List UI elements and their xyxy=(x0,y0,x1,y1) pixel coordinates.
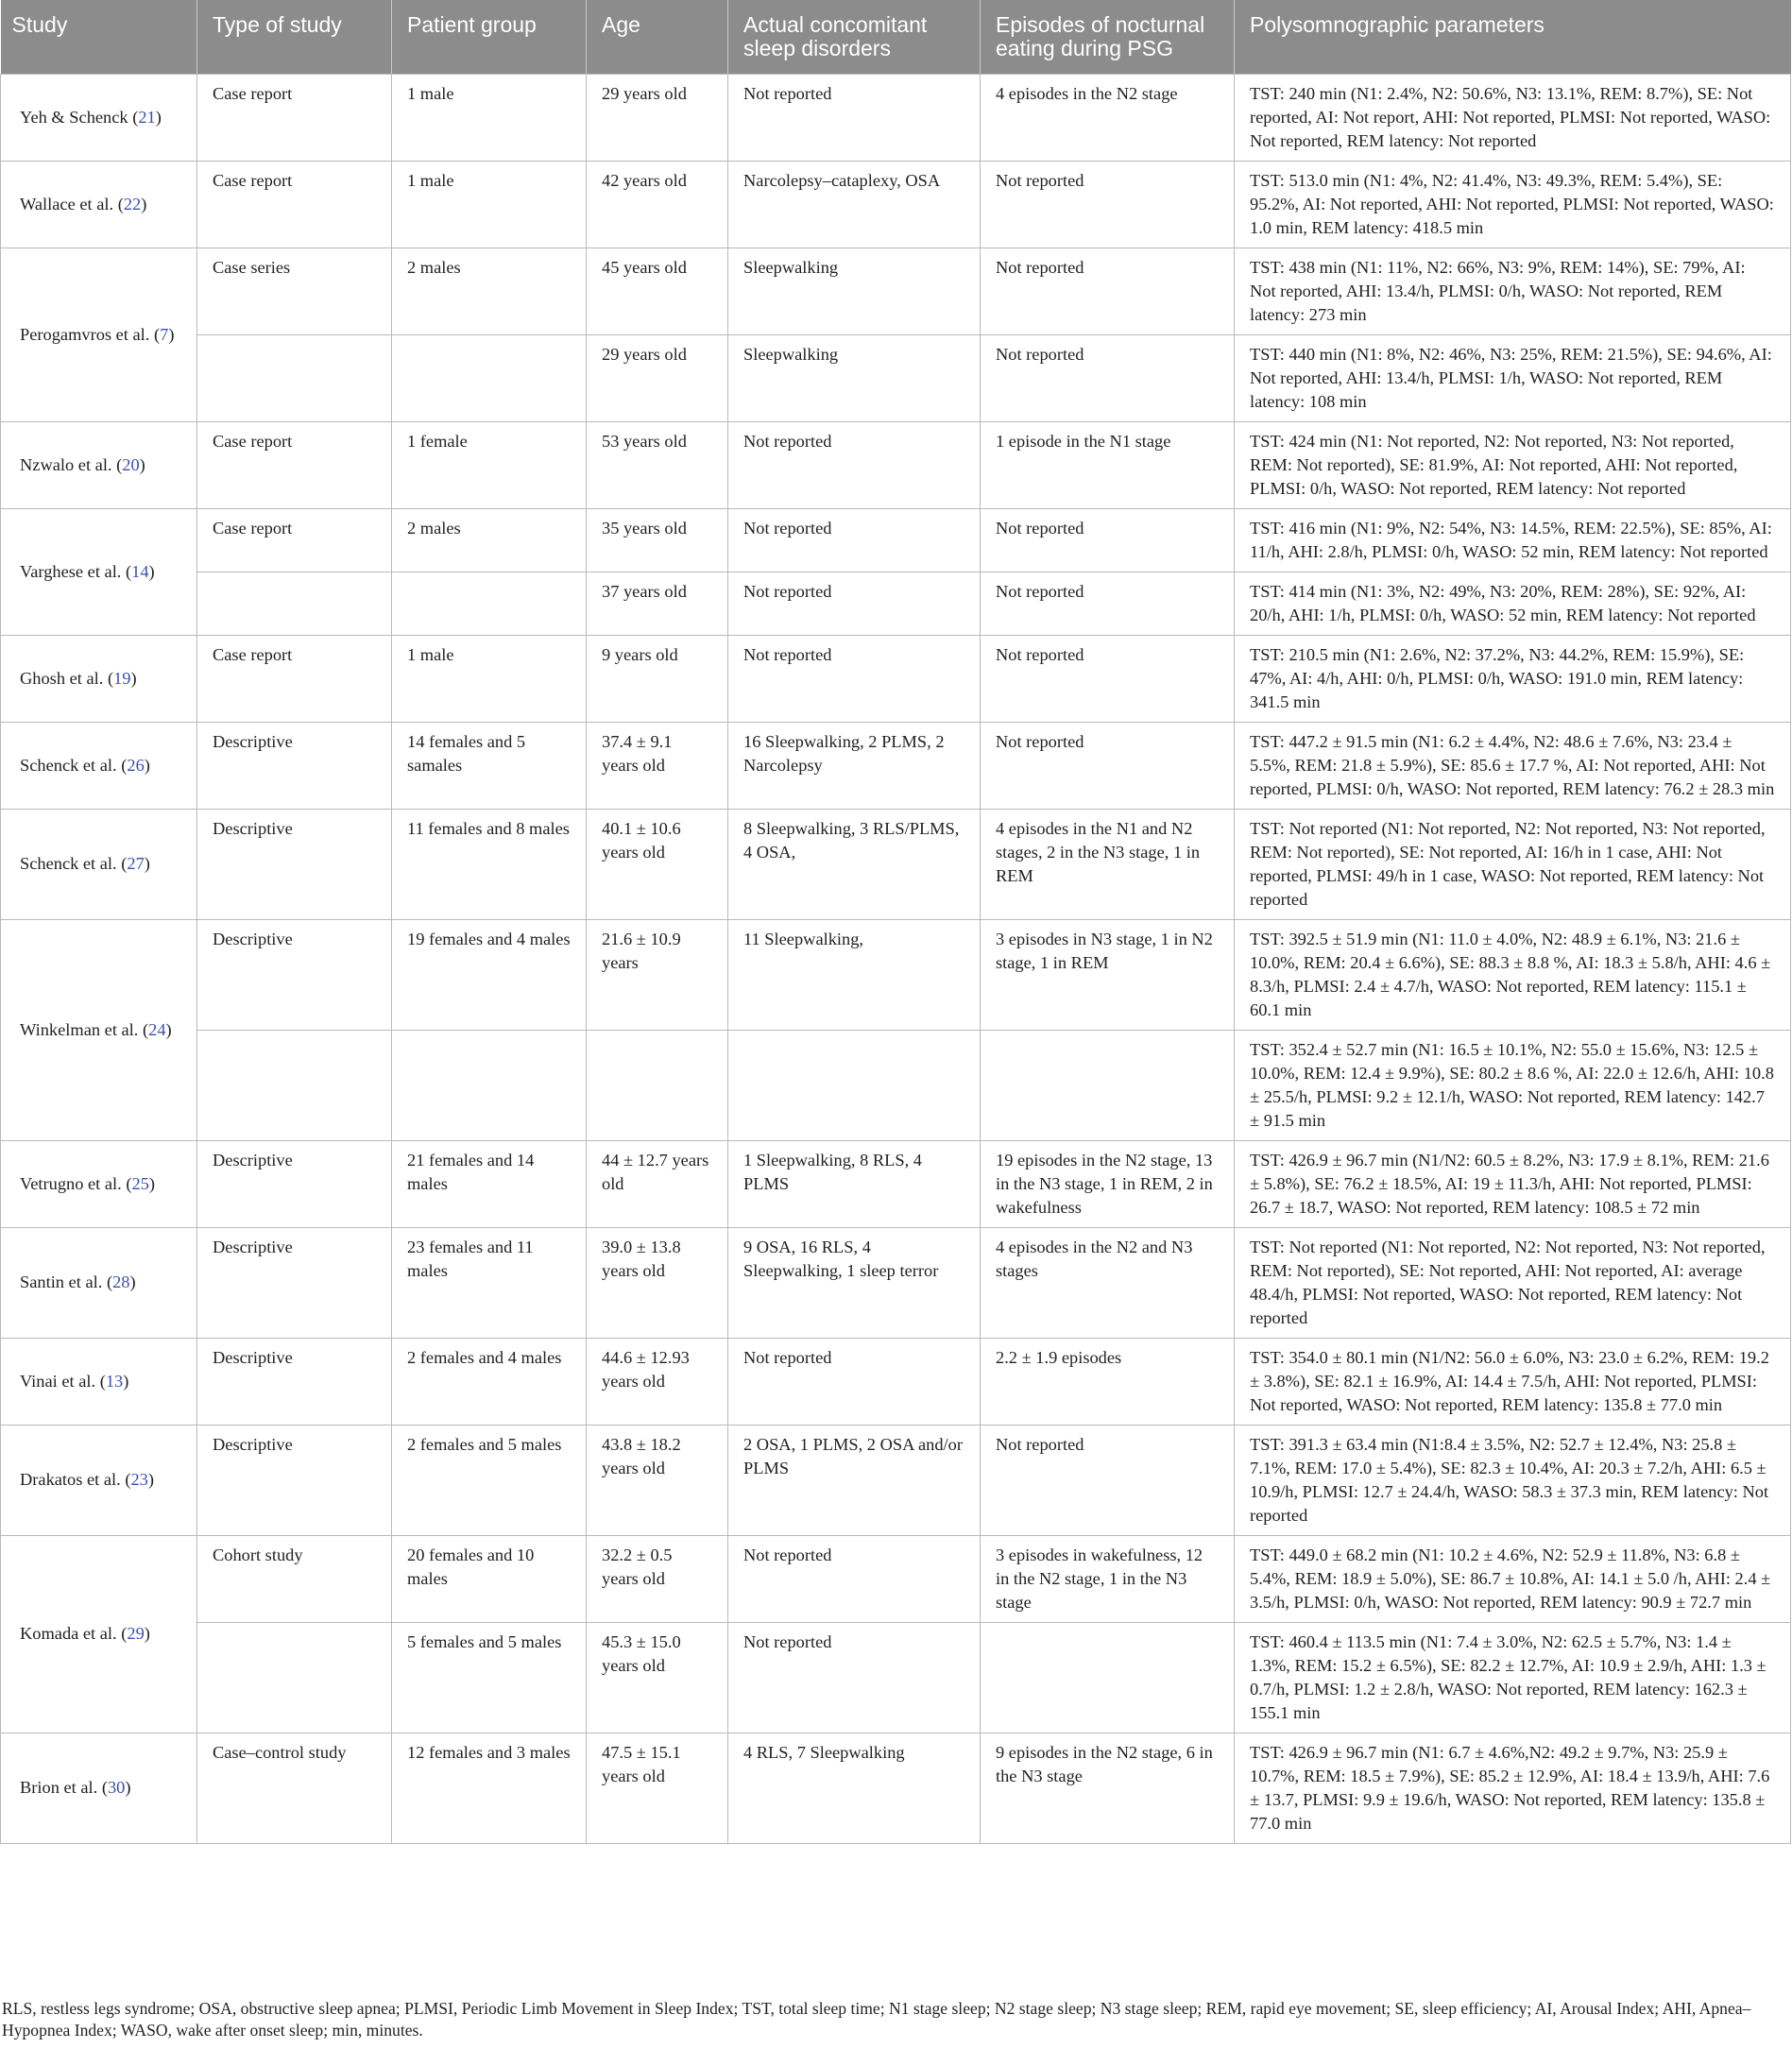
type-cell xyxy=(197,1030,392,1140)
disorders-cell: Not reported xyxy=(728,1535,981,1622)
study-cell: Vinai et al. (13) xyxy=(1,1338,197,1425)
reference-link[interactable]: 27 xyxy=(127,854,145,873)
disorders-cell xyxy=(728,1030,981,1140)
group-cell: 1 male xyxy=(392,635,587,722)
episodes-cell: 4 episodes in the N1 and N2 stages, 2 in the N3 stage, 1 in REM xyxy=(981,809,1235,919)
reference-link[interactable]: 7 xyxy=(160,324,169,344)
group-cell: 20 females and 10 males xyxy=(392,1535,587,1622)
header-patient-group: Patient group xyxy=(392,0,587,74)
type-cell: Descriptive xyxy=(197,1140,392,1227)
type-cell: Case report xyxy=(197,161,392,248)
reference-link[interactable]: 26 xyxy=(127,755,145,775)
age-cell: 21.6 ± 10.9 years xyxy=(587,919,728,1030)
reference-link[interactable]: 24 xyxy=(148,1019,166,1039)
disorders-cell: Not reported xyxy=(728,635,981,722)
table-row xyxy=(1,1140,1791,1227)
age-cell: 32.2 ± 0.5 years old xyxy=(587,1535,728,1622)
psg-cell: TST: Not reported (N1: Not reported, N2: Not reported, N3: Not reported, REM: Not reported), SE: Not reported, AHI: Not reported, AI: average 48.4/h, PLMSI: Not reported, WASO: Not reported, REM latency: Not reported xyxy=(1235,1227,1791,1338)
disorders-cell: 1 Sleepwalking, 8 RLS, 4 PLMS xyxy=(728,1140,981,1227)
type-cell: Descriptive xyxy=(197,809,392,919)
study-name: Santin et al. xyxy=(20,1272,103,1291)
table-row xyxy=(1,572,1791,635)
study-name: Yeh & Schenck xyxy=(20,107,128,127)
study-cell: Varghese et al. (14) xyxy=(1,508,197,635)
group-cell: 2 females and 4 males xyxy=(392,1338,587,1425)
study-cell: Nzwalo et al. (20) xyxy=(1,421,197,508)
group-cell xyxy=(392,572,587,635)
psg-cell: TST: 424 min (N1: Not reported, N2: Not reported, N3: Not reported, REM: Not reported), SE: 81.9%, AI: Not reported, AHI: Not reported, PLMSI: 0/h, WASO: Not reported, REM latency: Not reported xyxy=(1235,421,1791,508)
episodes-cell: 3 episodes in wakefulness, 12 in the N2 stage, 1 in the N3 stage xyxy=(981,1535,1235,1622)
type-cell xyxy=(197,572,392,635)
age-cell: 40.1 ± 10.6 years old xyxy=(587,809,728,919)
study-name: Vetrugno et al. xyxy=(20,1173,122,1193)
study-cell: Winkelman et al. (24) xyxy=(1,919,197,1140)
study-name: Brion et al. xyxy=(20,1778,98,1797)
type-cell: Case report xyxy=(197,421,392,508)
study-cell: Wallace et al. (22) xyxy=(1,161,197,248)
episodes-cell: Not reported xyxy=(981,635,1235,722)
group-cell: 2 males xyxy=(392,248,587,334)
disorders-cell: 16 Sleepwalking, 2 PLMS, 2 Narcolepsy xyxy=(728,722,981,809)
psg-cell: TST: 426.9 ± 96.7 min (N1/N2: 60.5 ± 8.2%, N3: 17.9 ± 8.1%, REM: 21.6 ± 5.8%), SE: 76.2 ± 18.5%, AI: 19 ± 11.3/h, AHI: Not reported, PLMSI: 26.7 ± 18.7, WASO: Not reported, REM latency: 108.5 ± 72 min xyxy=(1235,1140,1791,1227)
episodes-cell: 4 episodes in the N2 and N3 stages xyxy=(981,1227,1235,1338)
group-cell: 5 females and 5 males xyxy=(392,1622,587,1733)
header-episodes: Episodes of nocturnal eating during PSG xyxy=(981,0,1235,74)
study-cell: Vetrugno et al. (25) xyxy=(1,1140,197,1227)
study-name: Schenck et al. xyxy=(20,854,117,873)
type-cell xyxy=(197,1622,392,1733)
table-row xyxy=(1,1733,1791,1843)
table-row xyxy=(1,421,1791,508)
age-cell: 53 years old xyxy=(587,421,728,508)
age-cell: 37 years old xyxy=(587,572,728,635)
reference-link[interactable]: 22 xyxy=(123,194,142,213)
disorders-cell: 11 Sleepwalking, xyxy=(728,919,981,1030)
type-cell: Descriptive xyxy=(197,919,392,1030)
disorders-cell: 4 RLS, 7 Sleepwalking xyxy=(728,1733,981,1843)
episodes-cell: Not reported xyxy=(981,161,1235,248)
study-name: Schenck et al. xyxy=(20,755,117,775)
disorders-cell: 2 OSA, 1 PLMS, 2 OSA and/or PLMS xyxy=(728,1425,981,1535)
header-study: Study xyxy=(1,0,197,74)
psg-cell: TST: Not reported (N1: Not reported, N2: Not reported, N3: Not reported, REM: Not reported), SE: Not reported, AI: 16/h in 1 case, AHI: Not reported, PLMSI: 49/h in 1 case, WASO: Not reported, REM latency: Not reported xyxy=(1235,809,1791,919)
psg-cell: TST: 391.3 ± 63.4 min (N1:8.4 ± 3.5%, N2: 52.7 ± 12.4%, N3: 25.8 ± 7.1%, REM: 17.0 ± 5.4%), SE: 82.3 ± 10.4%, AI: 20.3 ± 7.2/h, AHI: 6.5 ± 10.9/h, PLMSI: 12.7 ± 24.4/h, WASO: 58.3 ± 37.3 min, REM latency: Not reported xyxy=(1235,1425,1791,1535)
reference-link[interactable]: 21 xyxy=(138,107,156,127)
psg-cell: TST: 240 min (N1: 2.4%, N2: 50.6%, N3: 13.1%, REM: 8.7%), SE: Not reported, AI: Not report, AHI: Not reported, PLMSI: Not reported, WASO: Not reported, REM latency: Not reported xyxy=(1235,74,1791,161)
psg-cell: TST: 449.0 ± 68.2 min (N1: 10.2 ± 4.6%, N2: 52.9 ± 11.8%, N3: 6.8 ± 5.4%, REM: 18.9 ± 5.0%), SE: 86.7 ± 10.8%, AI: 14.1 ± 5.0 /h, AHI: 2.4 ± 3.5/h, PLMSI: 0/h, WASO: Not reported, REM latency: 90.9 ± 72.7 min xyxy=(1235,1535,1791,1622)
episodes-cell: Not reported xyxy=(981,248,1235,334)
age-cell xyxy=(587,1030,728,1140)
psg-cell: TST: 414 min (N1: 3%, N2: 49%, N3: 20%, REM: 28%), SE: 92%, AI: 20/h, AHI: 1/h, PLMSI: 0/h, WASO: 52 min, REM latency: Not reported xyxy=(1235,572,1791,635)
study-name: Ghosh et al. xyxy=(20,668,104,688)
type-cell: Case series xyxy=(197,248,392,334)
age-cell: 47.5 ± 15.1 years old xyxy=(587,1733,728,1843)
table-header-row xyxy=(1,0,1791,74)
study-cell: Komada et al. (29) xyxy=(1,1535,197,1733)
table-footnote: RLS, restless legs syndrome; OSA, obstructive sleep apnea; PLMSI, Periodic Limb Movement in Sleep Index; TST, total sleep time; N1 stage sleep; N2 stage sleep; N3 stage sleep; REM, rapid eye movement; SE, sleep efficiency; AI, Arousal Index; AHI, Apnea–Hypopnea Index; WASO, wake after onset sleep; min, minutes. xyxy=(2,1999,1751,2040)
psg-cell: TST: 210.5 min (N1: 2.6%, N2: 37.2%, N3: 44.2%, REM: 15.9%), SE: 47%, AI: 4/h, AHI: 0/h, PLMSI: 0/h, WASO: 191.0 min, REM latency: 341.5 min xyxy=(1235,635,1791,722)
age-cell: 45 years old xyxy=(587,248,728,334)
disorders-cell: Not reported xyxy=(728,572,981,635)
psg-cell: TST: 438 min (N1: 11%, N2: 66%, N3: 9%, REM: 14%), SE: 79%, AI: Not reported, AHI: 13.4/h, PLMSI: 0/h, WASO: Not reported, REM latency: 273 min xyxy=(1235,248,1791,334)
episodes-cell: Not reported xyxy=(981,572,1235,635)
disorders-cell: Sleepwalking xyxy=(728,334,981,421)
reference-link[interactable]: 29 xyxy=(127,1624,145,1643)
age-cell: 44.6 ± 12.93 years old xyxy=(587,1338,728,1425)
age-cell: 43.8 ± 18.2 years old xyxy=(587,1425,728,1535)
disorders-cell: Not reported xyxy=(728,508,981,572)
type-cell: Descriptive xyxy=(197,722,392,809)
header-disorders: Actual concomitant sleep disorders xyxy=(728,0,981,74)
table-row xyxy=(1,508,1791,572)
episodes-cell: 19 episodes in the N2 stage, 13 in the N3 stage, 1 in REM, 2 in wakefulness xyxy=(981,1140,1235,1227)
age-cell: 44 ± 12.7 years old xyxy=(587,1140,728,1227)
group-cell: 1 male xyxy=(392,161,587,248)
study-name: Perogamvros et al. xyxy=(20,324,150,344)
table-row xyxy=(1,1622,1791,1733)
psg-cell: TST: 416 min (N1: 9%, N2: 54%, N3: 14.5%, REM: 22.5%), SE: 85%, AI: 11/h, AHI: 2.8/h, PLMSI: 0/h, WASO: 52 min, REM latency: Not reported xyxy=(1235,508,1791,572)
disorders-cell: Sleepwalking xyxy=(728,248,981,334)
group-cell: 12 females and 3 males xyxy=(392,1733,587,1843)
study-name: Drakatos et al. xyxy=(20,1470,121,1489)
group-cell: 2 males xyxy=(392,508,587,572)
reference-link[interactable]: 30 xyxy=(107,1778,126,1797)
type-cell: Descriptive xyxy=(197,1425,392,1535)
disorders-cell: Not reported xyxy=(728,1338,981,1425)
age-cell: 45.3 ± 15.0 years old xyxy=(587,1622,728,1733)
disorders-cell: Not reported xyxy=(728,421,981,508)
episodes-cell: 2.2 ± 1.9 episodes xyxy=(981,1338,1235,1425)
study-cell: Schenck et al. (26) xyxy=(1,722,197,809)
group-cell: 14 females and 5 samales xyxy=(392,722,587,809)
table-row xyxy=(1,919,1791,1030)
group-cell xyxy=(392,334,587,421)
header-age: Age xyxy=(587,0,728,74)
group-cell: 19 females and 4 males xyxy=(392,919,587,1030)
reference-link[interactable]: 23 xyxy=(130,1470,148,1489)
psg-cell: TST: 513.0 min (N1: 4%, N2: 41.4%, N3: 49.3%, REM: 5.4%), SE: 95.2%, AI: Not reported, AHI: Not reported, PLMSI: Not reported, WASO: 1.0 min, REM latency: 418.5 min xyxy=(1235,161,1791,248)
episodes-cell: 9 episodes in the N2 stage, 6 in the N3 stage xyxy=(981,1733,1235,1843)
study-cell: Perogamvros et al. (7) xyxy=(1,248,197,421)
episodes-cell: 1 episode in the N1 stage xyxy=(981,421,1235,508)
age-cell: 29 years old xyxy=(587,74,728,161)
type-cell: Case–control study xyxy=(197,1733,392,1843)
study-cell: Yeh & Schenck (21) xyxy=(1,74,197,161)
episodes-cell: 4 episodes in the N2 stage xyxy=(981,74,1235,161)
header-type: Type of study xyxy=(197,0,392,74)
study-name: Winkelman et al. xyxy=(20,1019,139,1039)
type-cell: Cohort study xyxy=(197,1535,392,1622)
table-row xyxy=(1,74,1791,161)
table-row xyxy=(1,161,1791,248)
psg-cell: TST: 447.2 ± 91.5 min (N1: 6.2 ± 4.4%, N2: 48.6 ± 7.6%, N3: 23.4 ± 5.5%, REM: 21.8 ± 5.9%), SE: 85.6 ± 17.7 %, AI: Not reported, AHI: Not reported, PLMSI: 0/h, WASO: Not reported, REM latency: 76.2 ± 28.3 min xyxy=(1235,722,1791,809)
episodes-cell: 3 episodes in N3 stage, 1 in N2 stage, 1 in REM xyxy=(981,919,1235,1030)
reference-link[interactable]: 19 xyxy=(113,668,131,688)
group-cell xyxy=(392,1030,587,1140)
study-cell: Santin et al. (28) xyxy=(1,1227,197,1338)
age-cell: 37.4 ± 9.1 years old xyxy=(587,722,728,809)
psg-cell: TST: 392.5 ± 51.9 min (N1: 11.0 ± 4.0%, N2: 48.9 ± 6.1%, N3: 21.6 ± 10.0%, REM: 20.4 ± 6.6%), SE: 88.3 ± 8.8 %, AI: 18.3 ± 5.8/h, AHI: 4.6 ± 8.3/h, PLMSI: 2.4 ± 4.7/h, WASO: Not reported, REM latency: 115.1 ± 60.1 min xyxy=(1235,919,1791,1030)
psg-cell: TST: 460.4 ± 113.5 min (N1: 7.4 ± 3.0%, N2: 62.5 ± 5.7%, N3: 1.4 ± 1.3%, REM: 15.2 ± 6.5%), SE: 82.2 ± 12.7%, AI: 10.9 ± 2.9/h, AHI: 1.3 ± 0.7/h, PLMSI: 1.2 ± 2.8/h, WASO: Not reported, REM latency: 162.3 ± 155.1 min xyxy=(1235,1622,1791,1733)
header-psg: Polysomnographic parameters xyxy=(1235,0,1791,74)
type-cell: Descriptive xyxy=(197,1338,392,1425)
study-name: Vinai et al. xyxy=(20,1371,96,1391)
type-cell xyxy=(197,334,392,421)
psg-cell: TST: 354.0 ± 80.1 min (N1/N2: 56.0 ± 6.0%, N3: 23.0 ± 6.2%, REM: 19.2 ± 3.8%), SE: 82.1 ± 16.9%, AI: 14.4 ± 7.5/h, AHI: Not reported, PLMSI: Not reported, WASO: Not reported, REM latency: 135.8 ± 77.0 min xyxy=(1235,1338,1791,1425)
group-cell: 21 females and 14 males xyxy=(392,1140,587,1227)
reference-link[interactable]: 14 xyxy=(131,561,149,581)
group-cell: 1 male xyxy=(392,74,587,161)
reference-link[interactable]: 28 xyxy=(112,1272,130,1291)
table-row xyxy=(1,1338,1791,1425)
group-cell: 2 females and 5 males xyxy=(392,1425,587,1535)
study-cell: Ghosh et al. (19) xyxy=(1,635,197,722)
episodes-cell xyxy=(981,1030,1235,1140)
episodes-cell xyxy=(981,1622,1235,1733)
episodes-cell: Not reported xyxy=(981,722,1235,809)
table-row xyxy=(1,1227,1791,1338)
episodes-cell: Not reported xyxy=(981,1425,1235,1535)
table-row xyxy=(1,334,1791,421)
table-row xyxy=(1,635,1791,722)
episodes-cell: Not reported xyxy=(981,334,1235,421)
table-row xyxy=(1,809,1791,919)
table-row xyxy=(1,1030,1791,1140)
type-cell: Descriptive xyxy=(197,1227,392,1338)
table-row xyxy=(1,248,1791,334)
study-cell: Schenck et al. (27) xyxy=(1,809,197,919)
psg-cell: TST: 426.9 ± 96.7 min (N1: 6.7 ± 4.6%,N2: 49.2 ± 9.7%, N3: 25.9 ± 10.7%, REM: 18.5 ± 7.9%), SE: 85.2 ± 12.9%, AI: 18.4 ± 13.9/h, AHI: 7.6 ± 13.7, PLMSI: 9.9 ± 19.6/h, WASO: Not reported, REM latency: 135.8 ± 77.0 min xyxy=(1235,1733,1791,1843)
age-cell: 39.0 ± 13.8 years old xyxy=(587,1227,728,1338)
group-cell: 23 females and 11 males xyxy=(392,1227,587,1338)
age-cell: 9 years old xyxy=(587,635,728,722)
study-name: Nzwalo et al. xyxy=(20,454,112,474)
type-cell: Case report xyxy=(197,635,392,722)
group-cell: 11 females and 8 males xyxy=(392,809,587,919)
table-row xyxy=(1,1535,1791,1622)
reference-link[interactable]: 20 xyxy=(122,454,140,474)
study-name: Varghese et al. xyxy=(20,561,122,581)
study-name: Wallace et al. xyxy=(20,194,114,213)
group-cell: 1 female xyxy=(392,421,587,508)
disorders-cell: Not reported xyxy=(728,1622,981,1733)
psg-cell: TST: 440 min (N1: 8%, N2: 46%, N3: 25%, REM: 21.5%), SE: 94.6%, AI: Not reported, AHI: 13.4/h, PLMSI: 1/h, WASO: Not reported, REM latency: 108 min xyxy=(1235,334,1791,421)
table-row xyxy=(1,1425,1791,1535)
disorders-cell: Narcolepsy–cataplexy, OSA xyxy=(728,161,981,248)
reference-link[interactable]: 13 xyxy=(105,1371,124,1391)
study-cell: Drakatos et al. (23) xyxy=(1,1425,197,1535)
type-cell: Case report xyxy=(197,508,392,572)
type-cell: Case report xyxy=(197,74,392,161)
episodes-cell: Not reported xyxy=(981,508,1235,572)
disorders-cell: 9 OSA, 16 RLS, 4 Sleepwalking, 1 sleep terror xyxy=(728,1227,981,1338)
study-cell: Brion et al. (30) xyxy=(1,1733,197,1843)
disorders-cell: 8 Sleepwalking, 3 RLS/PLMS, 4 OSA, xyxy=(728,809,981,919)
psg-cell: TST: 352.4 ± 52.7 min (N1: 16.5 ± 10.1%, N2: 55.0 ± 15.6%, N3: 12.5 ± 10.0%, REM: 12.4 ± 9.9%), SE: 80.2 ± 8.6 %, AI: 22.0 ± 12.6/h, AHI: 10.8 ± 25.5/h, PLMSI: 9.2 ± 12.1/h, WASO: Not reported, REM latency: 142.7 ± 91.5 min xyxy=(1235,1030,1791,1140)
age-cell: 35 years old xyxy=(587,508,728,572)
table-row xyxy=(1,722,1791,809)
age-cell: 42 years old xyxy=(587,161,728,248)
age-cell: 29 years old xyxy=(587,334,728,421)
reference-link[interactable]: 25 xyxy=(131,1173,149,1193)
study-name: Komada et al. xyxy=(20,1624,117,1643)
disorders-cell: Not reported xyxy=(728,74,981,161)
